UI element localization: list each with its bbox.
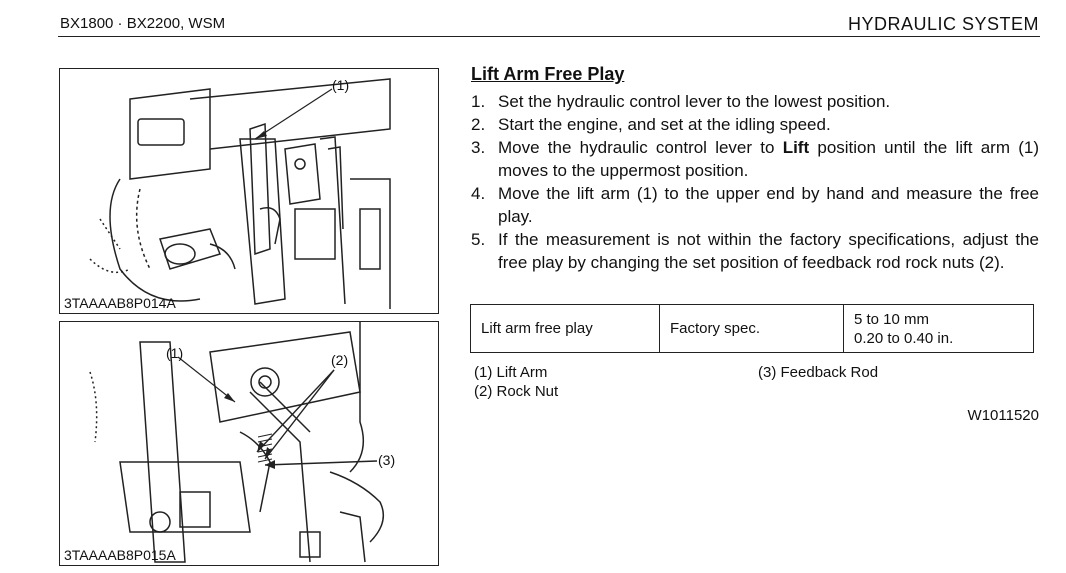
header-model: BX1800 · BX2200, WSM [60,15,226,32]
figure-code: 3TAAAAB8P014A [64,295,176,311]
step-text-bold: Lift [782,138,810,157]
legend-item: (3) Feedback Rod [758,364,879,381]
header-rule [58,36,1040,37]
step-number: 2. [471,115,486,134]
legend-item: (2) Rock Nut [474,383,559,400]
figure-callout-lift-arm: (1) [332,77,350,93]
procedure-step [471,136,1039,182]
procedure-step [471,182,1039,228]
legend-item: (1) Lift Arm [474,364,548,381]
figure-callout-rock-nut: (2) [331,352,349,368]
procedure-step [471,228,1039,274]
document-code: W1011520 [967,407,1039,424]
procedure-steps [471,90,1039,274]
step-number: 5. [471,230,486,249]
step-text: Move the lift arm (1) to the upper end by hand and measure the free play. [498,184,1039,226]
figure-code: 3TAAAAB8P015A [64,547,176,563]
section-title: Lift Arm Free Play [471,64,625,84]
step-text-pre: Move the hydraulic control lever to [498,138,783,157]
step-number: 1. [471,92,486,111]
spec-value-in: 0.20 to 0.40 in. [854,329,954,347]
spec-type-cell: Factory spec. [660,305,844,353]
figure-lift-arm-drawing [60,69,438,313]
table-row [471,305,1034,353]
step-text [498,136,1039,182]
step-number: 3. [471,138,486,157]
header-section: HYDRAULIC SYSTEM [847,14,1039,34]
figure-feedback-rod-drawing [60,322,438,565]
spec-table [470,304,1034,353]
figure-callout-feedback-rod: (3) [378,452,396,468]
spec-value-mm: 5 to 10 mm [854,310,930,328]
step-text: If the measurement is not within the factory specifications, adjust the free play by changing the set position of feedback rod rock nuts (2). [498,230,1039,272]
step-text: Set the hydraulic control lever to the lowest position. [498,92,891,111]
procedure-step [471,113,1039,136]
spec-value-cell [844,305,1034,353]
figure-feedback-rod [59,321,439,566]
step-text-post: position until the lift arm (1) moves to the uppermost position. [498,138,1039,180]
procedure-step [471,90,1039,113]
step-number: 4. [471,184,486,203]
figure-callout-lift-arm: (1) [166,345,184,361]
figure-lift-arm-lever [59,68,439,314]
spec-item-cell: Lift arm free play [471,305,660,353]
step-text: Start the engine, and set at the idling speed. [498,115,831,134]
